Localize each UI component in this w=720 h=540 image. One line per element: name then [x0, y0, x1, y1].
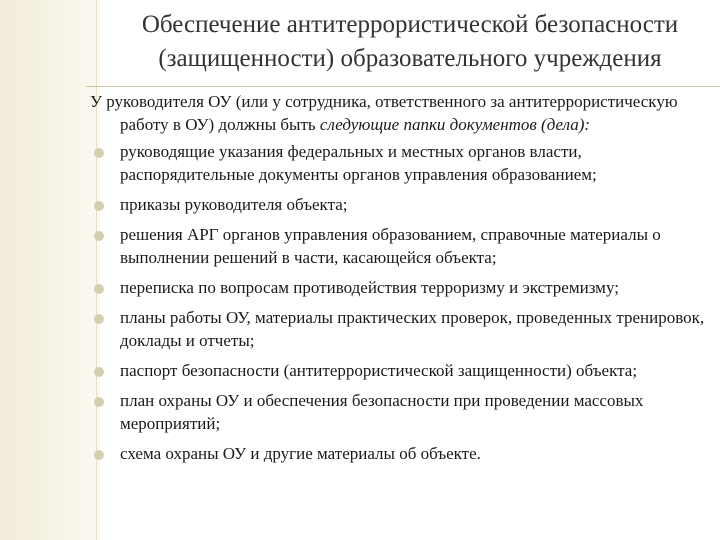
title-line-1: Обеспечение антитеррористической безопасности	[141, 11, 679, 38]
list-item-text: решения АРГ органов управления образованием, справочные материалы о выполнении решений в части, касающейся объекта;	[120, 225, 661, 267]
list-item-text: руководящие указания федеральных и местных органов власти, распорядительные документы органов управления образованием;	[120, 142, 597, 184]
bullet-icon	[94, 367, 104, 377]
list-item	[90, 276, 710, 299]
intro-emphasis: следующие папки документов (дела):	[319, 115, 591, 134]
bullet-icon	[94, 231, 104, 241]
title-line-2: (защищенности) образовательного учреждения	[158, 45, 662, 72]
list-item	[90, 140, 710, 186]
bullet-icon	[94, 397, 104, 407]
list-item-text: паспорт безопасности (антитеррористической защищенности) объекта;	[120, 361, 638, 380]
decorative-side-band	[0, 0, 100, 540]
bullet-icon	[94, 450, 104, 460]
list-item-text: схема охраны ОУ и другие материалы об объекте.	[120, 444, 481, 463]
list-item-text: переписка по вопросам противодействия терроризму и экстремизму;	[120, 278, 619, 297]
bullet-icon	[94, 201, 104, 211]
list-item	[90, 306, 710, 352]
list-item	[90, 193, 710, 216]
list-item	[90, 223, 710, 269]
slide-body	[90, 90, 710, 472]
list-item-text: план охраны ОУ и обеспечения безопасности при проведении массовых мероприятий;	[120, 391, 644, 433]
document-list	[90, 140, 710, 465]
intro-paragraph	[90, 90, 710, 136]
bullet-icon	[94, 148, 104, 158]
intro-text: У руководителя ОУ (или у сотрудника, ответственного за антитеррористическую работу в ОУ) должны быть	[90, 92, 678, 134]
list-item	[90, 389, 710, 435]
title-divider	[86, 86, 720, 87]
bullet-icon	[94, 284, 104, 294]
list-item	[90, 359, 710, 382]
list-item-text: приказы руководителя объекта;	[120, 195, 348, 214]
list-item-text: планы работы ОУ, материалы практических проверок, проведенных тренировок, доклады и отчеты;	[120, 308, 705, 350]
list-item	[90, 442, 710, 465]
bullet-icon	[94, 314, 104, 324]
slide-title	[100, 8, 720, 76]
